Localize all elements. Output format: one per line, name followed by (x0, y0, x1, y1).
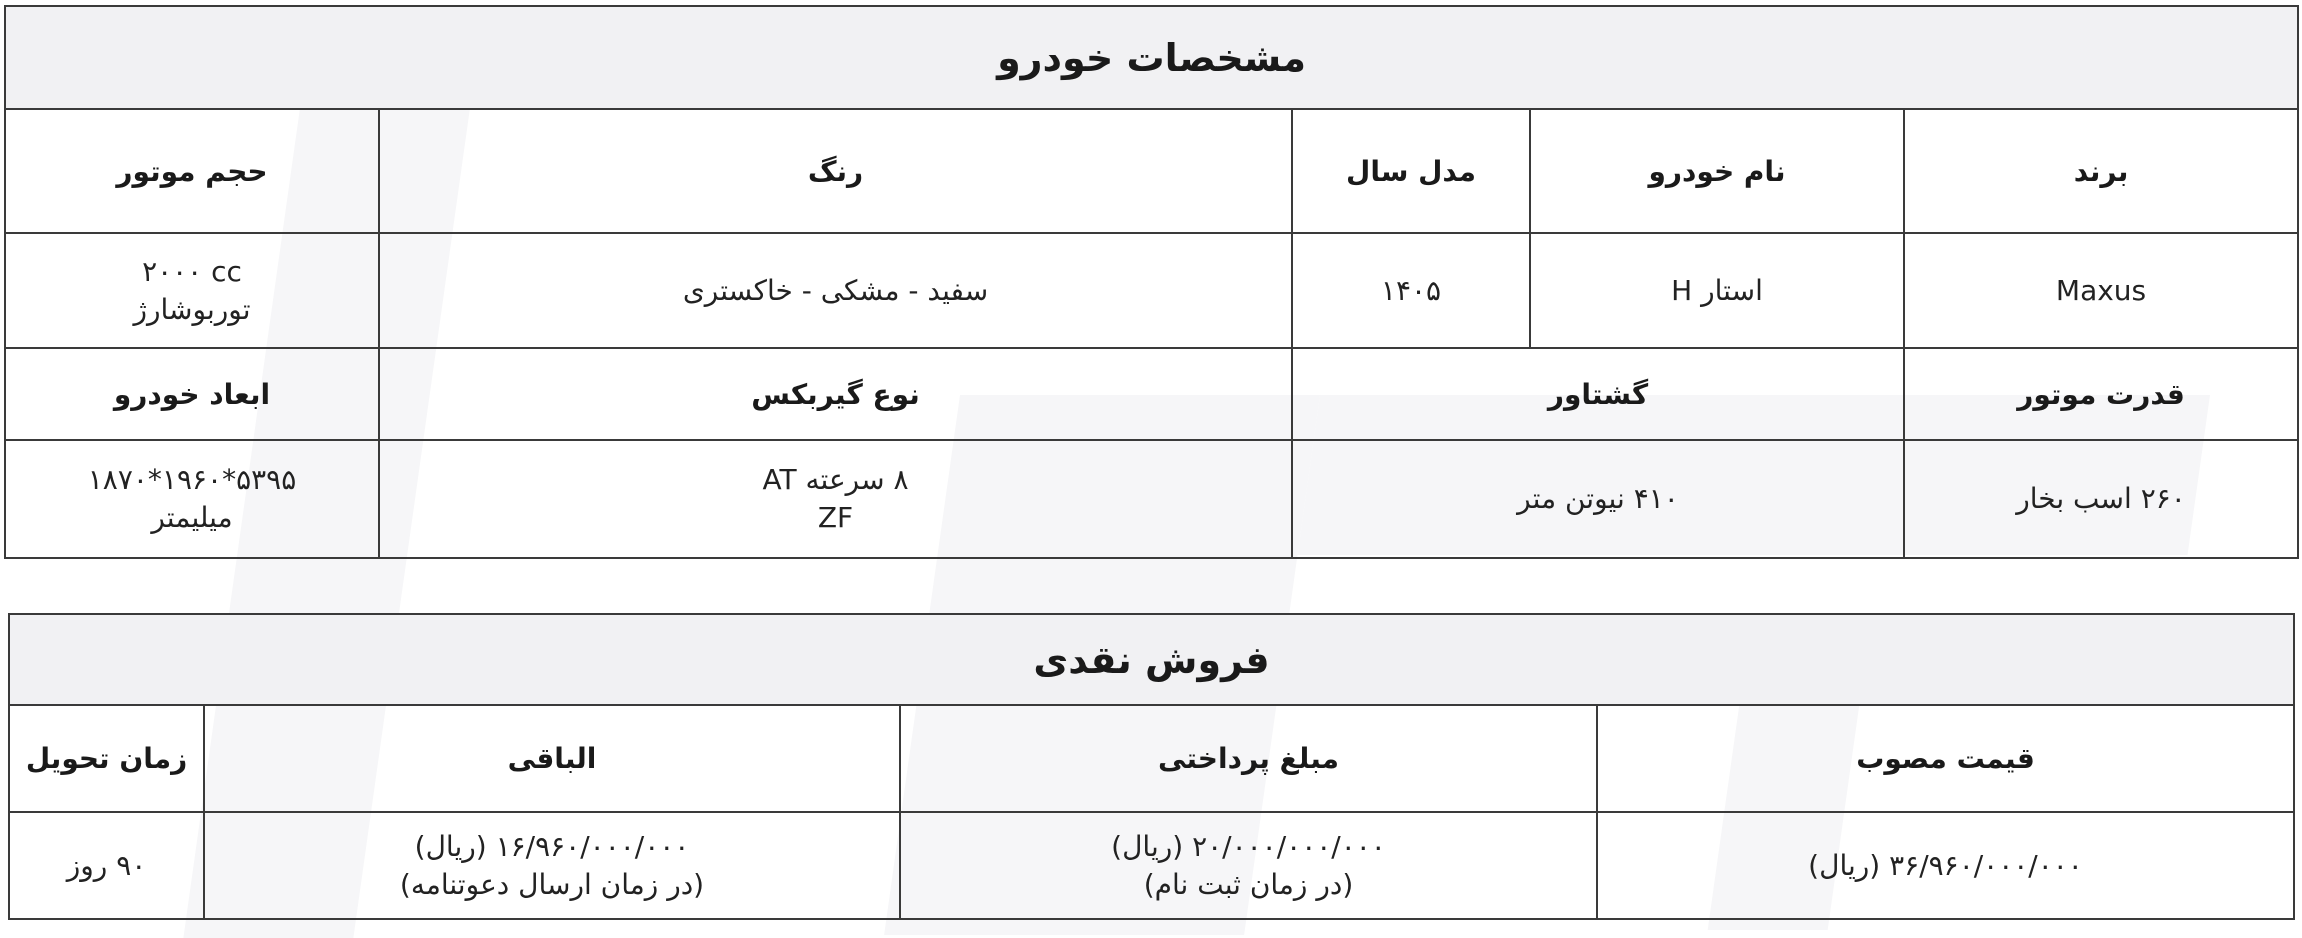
value-model-year: ۱۴۰۵ (1292, 233, 1530, 348)
value-approved-price: ۳۶/۹۶۰/۰۰۰/۰۰۰ (ریال) (1597, 812, 2294, 919)
value-gearbox (379, 440, 1292, 558)
dimensions-numbers: ۵۳۹۵*۱۹۶۰*۱۸۷۰ (87, 463, 297, 496)
value-torque: ۴۱۰ نیوتن متر (1292, 440, 1904, 558)
cash-sale-title: فروش نقدی (9, 614, 2294, 705)
payment-note: (در زمان ثبت نام) (1143, 867, 1354, 901)
remaining-note: (در زمان ارسال دعوتنامه) (399, 867, 705, 901)
value-car-name: استار H (1530, 233, 1904, 348)
dimensions-unit: میلیمتر (151, 501, 233, 534)
value-payment-amount (900, 812, 1597, 919)
header-payment-amount: مبلغ پرداختی (900, 705, 1597, 812)
specs-value-row-2 (5, 440, 2298, 558)
header-remaining: الباقی (204, 705, 900, 812)
payment-amount: ۲۰/۰۰۰/۰۰۰/۰۰۰ (ریال) (1111, 829, 1386, 863)
value-remaining (204, 812, 900, 919)
specs-header-row-2 (5, 348, 2298, 440)
remaining-amount: ۱۶/۹۶۰/۰۰۰/۰۰۰ (ریال) (414, 829, 690, 863)
value-engine-volume (5, 233, 379, 348)
cash-sale-header-row (9, 705, 2294, 812)
header-brand: برند (1904, 109, 2298, 233)
header-approved-price: قیمت مصوب (1597, 705, 2294, 812)
specs-title-row (5, 6, 2298, 109)
header-dimensions: ابعاد خودرو (5, 348, 379, 440)
header-engine-volume: حجم موتور (5, 109, 379, 233)
header-torque: گشتاور (1292, 348, 1904, 440)
value-engine-power: ۲۶۰ اسب بخار (1904, 440, 2298, 558)
header-engine-power: قدرت موتور (1904, 348, 2298, 440)
header-car-name: نام خودرو (1530, 109, 1904, 233)
value-color: سفید - مشکی - خاکستری (379, 233, 1292, 348)
header-gearbox-type: نوع گیربکس (379, 348, 1292, 440)
header-color: رنگ (379, 109, 1292, 233)
cash-sale-value-row (9, 812, 2294, 919)
gearbox-speeds: ۸ سرعته AT (762, 463, 909, 496)
header-delivery-time: زمان تحویل (9, 705, 204, 812)
specs-table (4, 5, 2299, 559)
gearbox-brand: ZF (817, 501, 854, 534)
specs-title: مشخصات خودرو (5, 6, 2298, 109)
value-delivery-time: ۹۰ روز (9, 812, 204, 919)
engine-volume-type: توربوشارژ (133, 292, 251, 326)
engine-volume-cc: ۲۰۰۰ cc (142, 254, 242, 288)
value-brand: Maxus (1904, 233, 2298, 348)
header-model-year: مدل سال (1292, 109, 1530, 233)
cash-sale-table (8, 613, 2295, 920)
cash-sale-title-row (9, 614, 2294, 705)
value-dimensions (5, 440, 379, 558)
specs-value-row-1 (5, 233, 2298, 348)
specs-header-row-1 (5, 109, 2298, 233)
